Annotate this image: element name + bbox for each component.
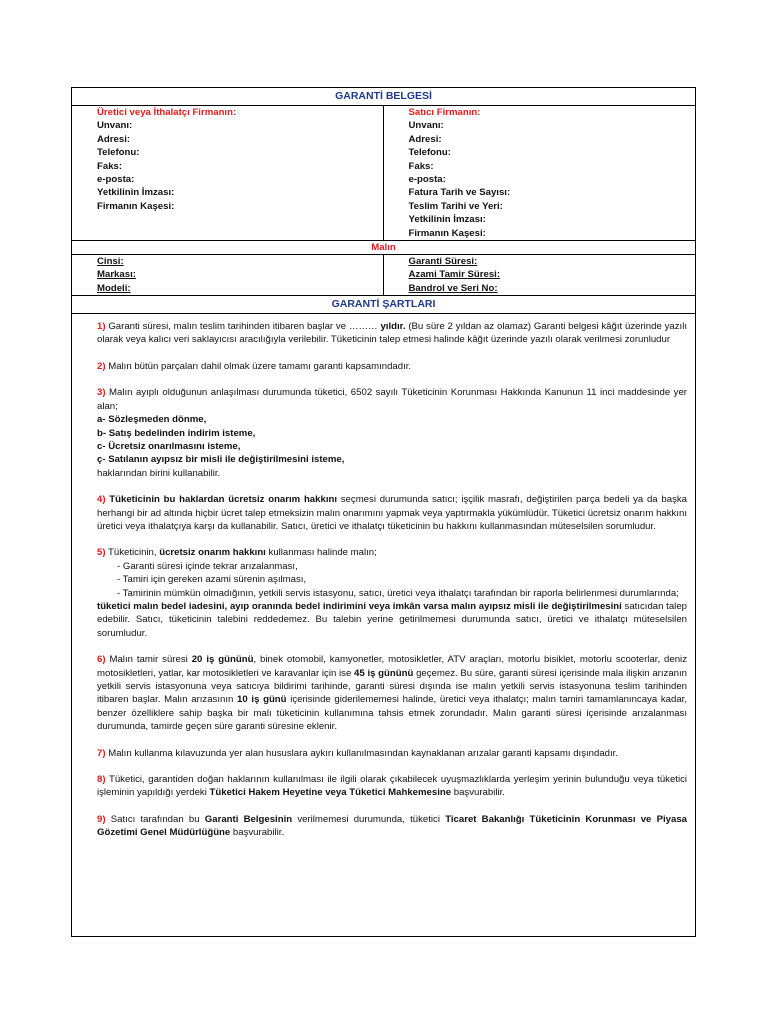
term-9 [97, 813, 687, 840]
term-text [97, 600, 687, 640]
term-text: başvurabilir. [451, 787, 505, 799]
product-info-section [72, 255, 695, 296]
term-7 [97, 747, 687, 760]
manufacturer-field: Faks: [97, 160, 123, 172]
manufacturer-field: Adresi: [97, 133, 131, 145]
term-bold: tüketici malın bedel iadesini, ayıp oranında bedel indirimini veya imkân varsa malın ayıpsız misli ile değiştirilmesini [97, 600, 622, 612]
term-6 [97, 653, 687, 733]
product-field: Garanti Süresi: [408, 255, 478, 267]
product-right-column [384, 255, 696, 295]
term-1 [97, 320, 687, 347]
term-5 [97, 546, 687, 640]
term-text: verilmemesi durumunda, tüketici [292, 813, 446, 825]
term-bold: Ticaret Bakanlığı Tüketicinin Korunması ve Piyasa Gözetimi Genel Müdürlüğüne [97, 813, 688, 839]
product-section-header: Malın [72, 241, 695, 255]
document-title: GARANTİ BELGESİ [72, 88, 695, 106]
term-text: Garanti süresi, malın teslim tarihinden itibaren başlar ve ……… [108, 321, 381, 333]
term-text: Malın kullanma kılavuzunda yer alan hususlara aykırı kullanılmasından kaynaklanan arızalar garanti kapsamı dışındadır. [108, 747, 619, 759]
manufacturer-field: Unvanı: [97, 120, 133, 132]
product-field: Azami Tamir Süresi: [408, 269, 501, 281]
term-bold: ücretsiz onarım hakkını [159, 547, 266, 559]
term-dash-item: - Tamiri için gereken azami sürenin aşılması, [117, 574, 307, 586]
term-text: başvurabilir. [230, 827, 285, 839]
seller-field: Unvanı: [408, 120, 444, 132]
term-number: 2) [97, 360, 106, 372]
term-text: geçemez. Bu süre, garanti süresi içerisinde mala ilişkin arızanın yetkili servis istasyonuna veya satıcıya bildirimi tarihinde, garanti süresi dışında ise malın yetkili servis istasyonuna teslim tarihinden itibaren başlar. Malın arızasının [97, 667, 687, 706]
term-text: , binek otomobil, kamyonetler, motosikletler, ATV araçları, motorlu bisiklet, motorlu scooterlar, deniz motosikletleri, yatlar, kar motosikletleri ve karavanlar için ise [97, 654, 687, 679]
term-text: (Bu süre 2 yıldan az olamaz) Garanti belgesi kâğıt üzerinde yazılı olarak veya kalıcı veri saklayıcısı aracılığıyla verilebilir. Tüketicinin talep etmesi halinde kâğıt üzerinde yazılı olarak verilmesi zorunludur [97, 321, 687, 346]
term-bold: yıldır. [380, 321, 406, 333]
seller-field: Fatura Tarih ve Sayısı: [408, 187, 511, 199]
terms-body [72, 314, 695, 840]
term-text: Malın ayıplı olduğunun anlaşılması durumunda tüketici, 6502 sayılı Tüketicinin Korunması Hakkında Kanunun 11 inci maddesinde yer alan; [97, 387, 687, 412]
term-bold: Tüketicinin bu haklardan ücretsiz onarım hakkını [109, 494, 338, 506]
term-text: Tüketicinin, [108, 547, 160, 559]
term-number: 8) [97, 774, 106, 786]
product-field: Modeli: [97, 282, 131, 294]
term-number: 4) [97, 494, 106, 506]
product-field: Bandrol ve Seri No: [408, 282, 498, 294]
term-option: a- Sözleşmeden dönme, [97, 414, 207, 426]
manufacturer-field: e-posta: [97, 173, 135, 185]
product-field: Markası: [97, 269, 136, 281]
manufacturer-column [72, 106, 384, 240]
seller-header: Satıcı Firmanın: [408, 107, 481, 118]
term-bold: Garanti Belgesinin [204, 813, 293, 825]
seller-field: Firmanın Kaşesi: [408, 227, 486, 239]
term-text: Satıcı tarafından bu [110, 813, 205, 825]
term-option: ç- Satılanın ayıpsız bir misli ile değiştirilmesini isteme, [97, 454, 345, 466]
term-text: içerisinde giderilememesi halinde, üretici veya ithalatçı; malın tamiri tamamlanıncaya kadar, benzer özelliklere sahip başka bir malı tüketicinin kullanımına tahsis etmek zorundadır. Malın garanti süresi içerisinde arızalanması durumunda, tamirde geçen süre garanti süresine eklenir. [97, 694, 687, 733]
manufacturer-header: Üretici veya İthalatçı Firmanın: [97, 107, 237, 118]
manufacturer-field: Telefonu: [97, 147, 140, 159]
seller-column [384, 106, 696, 240]
seller-field: Faks: [408, 160, 434, 172]
manufacturer-field: Firmanın Kaşesi: [97, 200, 175, 212]
seller-field: e-posta: [408, 173, 446, 185]
term-text: Malın bütün parçaları dahil olmak üzere tamamı garanti kapsamındadır. [108, 360, 412, 372]
term-text: Malın tamir süresi [109, 654, 192, 666]
manufacturer-field: Yetkilinin İmzası: [97, 187, 175, 199]
term-number: 7) [97, 747, 106, 759]
term-number: 1) [97, 321, 106, 333]
term-bold: 20 iş gününü [191, 654, 254, 666]
seller-field: Telefonu: [408, 147, 451, 159]
term-number: 5) [97, 547, 106, 559]
term-text: Tüketici, garantiden doğan haklarının kullanılması ile ilgili olarak çıkabilecek uyuşmazlıklarda yerleşim yerinin bulunduğu veya tüketici işleminin yapıldığı yerdeki [97, 774, 688, 799]
product-field: Cinsi: [97, 255, 124, 267]
term-bold: Tüketici Hakem Heyetine veya Tüketici Mahkemesine [209, 787, 452, 799]
term-bold: 10 iş günü [237, 694, 287, 706]
term-text: seçmesi durumunda satıcı; işçilik masrafı, değiştirilen parça bedeli ya da başka herhangi bir ad altında hiçbir ücret talep etmeksizin malın onarımını yapmak veya yaptırmakla yükümlüdür. Tüketici ücretsiz onarım hakkını üretici veya ithalatçıya karşı da kullanabilir. Satıcı, üretici ve ithalatçı tüketicinin bu hakkını kullanmasından müteselsilen sorumludur. [97, 494, 687, 532]
term-2 [97, 360, 687, 373]
term-3 [97, 386, 687, 480]
term-bold: 45 iş gününü [354, 667, 414, 679]
term-8 [97, 773, 687, 800]
term-4 [97, 493, 687, 533]
firm-info-section [72, 106, 695, 241]
term-number: 6) [97, 654, 106, 666]
term-text: kullanması halinde malın; [265, 547, 377, 559]
term-dash-item: - Garanti süresi içinde tekrar arızalanması, [117, 560, 298, 572]
term-option: c- Ücretsiz onarılmasını isteme, [97, 440, 241, 452]
warranty-document [71, 87, 696, 937]
term-dash-item: - Tamirinin mümkün olmadığının, yetkili servis istasyonu, satıcı, üretici veya ithalatçı tarafından bir raporla belirlenmesi durumlarında; [117, 587, 679, 599]
seller-field: Yetkilinin İmzası: [408, 214, 486, 226]
term-text: satıcıdan talep edebilir. Satıcı, tüketicinin talebini reddedemez. Bu talebin yerine getirilmemesi durumunda satıcı, üretici ve ithalatçı müteselsilen sorumludur. [97, 600, 687, 639]
terms-title: GARANTİ ŞARTLARI [72, 296, 695, 314]
seller-field: Teslim Tarihi ve Yeri: [408, 200, 503, 212]
product-left-column [72, 255, 384, 295]
term-text: haklarından birini kullanabilir. [97, 467, 221, 479]
seller-field: Adresi: [408, 133, 442, 145]
term-option: b- Satış bedelinden indirim isteme, [97, 427, 256, 439]
term-number: 9) [97, 813, 106, 825]
term-number: 3) [97, 387, 106, 399]
